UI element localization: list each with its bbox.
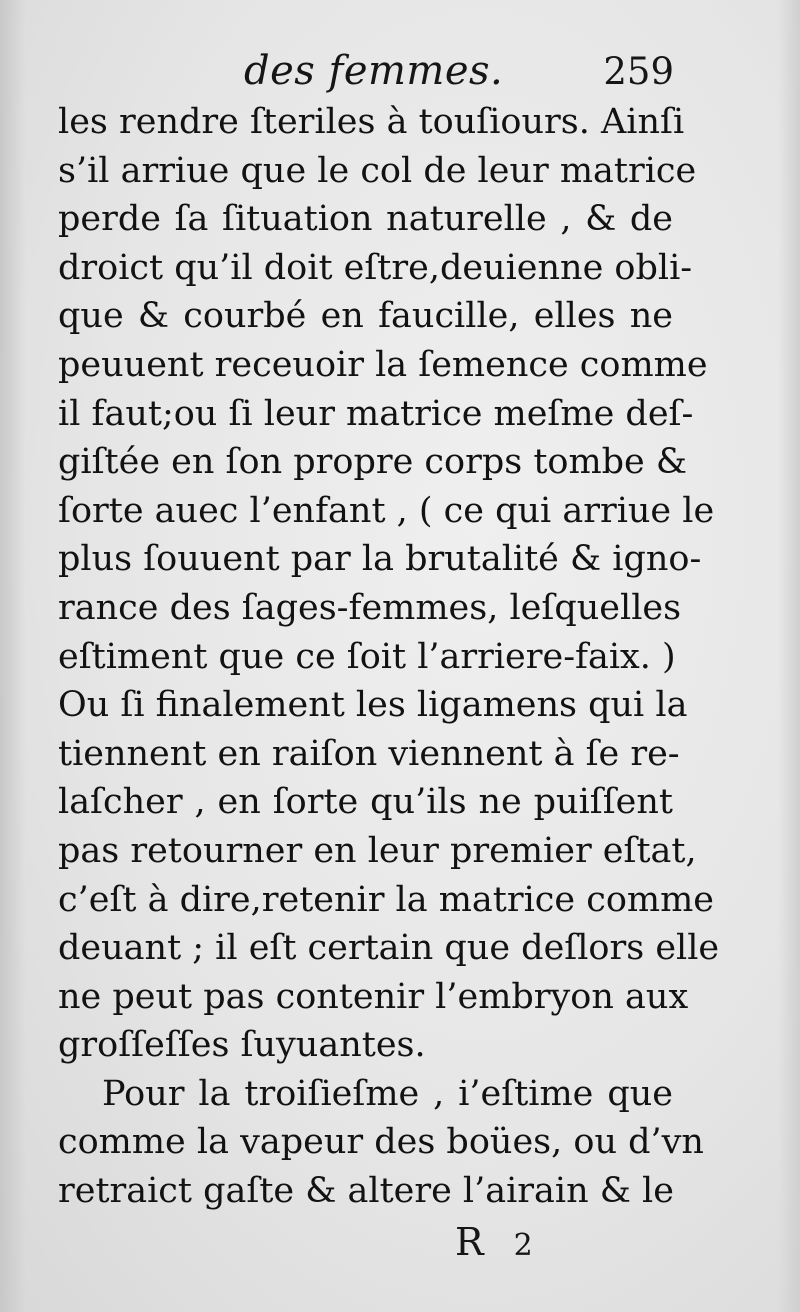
- text-line: perde ſa ſituation naturelle , & de: [58, 199, 673, 240]
- text-line: retraict gaſte & altere l’airain & le: [58, 1171, 674, 1212]
- signature-number: 2: [513, 1228, 533, 1263]
- text-line: peuuent receuoir la ſemence comme: [58, 344, 708, 385]
- text-line: il faut;ou ſi leur matrice meſme deſ-: [58, 393, 694, 434]
- text-line: que & courbé en faucille, elles ne: [58, 296, 673, 337]
- text-line: pas retourner en leur premier eſtat,: [58, 830, 697, 871]
- page-number: 259: [603, 50, 674, 93]
- text-line: s’il arriue que le col de leur matrice: [58, 150, 697, 191]
- text-line: c’eſt à dire,retenir la matrice comme: [58, 879, 714, 920]
- text-line: ſorte auec l’enfant , ( ce qui arriue le: [58, 490, 715, 531]
- text-line-paragraph-start: Pour la troiſieſme , i’eſtime que: [102, 1073, 673, 1114]
- signature-mark: [455, 1220, 533, 1264]
- text-line: groſſeſſes ſuyuantes.: [58, 1025, 426, 1066]
- body-text: [58, 98, 720, 1216]
- text-line: rance des ſages-femmes, leſquelles: [58, 587, 682, 628]
- text-line: ne peut pas contenir l’embryon aux: [58, 976, 689, 1017]
- text-line: droict qu’il doit eſtre,deuienne obli-: [58, 247, 693, 288]
- text-line: giſtée en ſon propre corps tombe &: [58, 442, 688, 483]
- text-line: tiennent en raiſon viennent à ſe re-: [58, 733, 680, 774]
- text-line: les rendre ſteriles à touſiours. Ainſi: [58, 102, 685, 142]
- running-title: des femmes.: [244, 48, 504, 94]
- text-line: laſcher , en ſorte qu’ils ne puiſſent: [58, 782, 673, 823]
- signature-letter: R: [455, 1220, 484, 1264]
- text-line: Ou ſi finalement les ligamens qui la: [58, 685, 688, 726]
- page-header: [60, 44, 672, 100]
- text-line: deuant ; il eſt certain que deſlors elle: [58, 928, 720, 969]
- text-line: plus ſouuent par la brutalité & igno-: [58, 539, 702, 580]
- text-line: eſtiment que ce ſoit l’arriere-faix. ): [58, 636, 676, 677]
- text-line: comme la vapeur des boües, ou d’vn: [58, 1122, 704, 1163]
